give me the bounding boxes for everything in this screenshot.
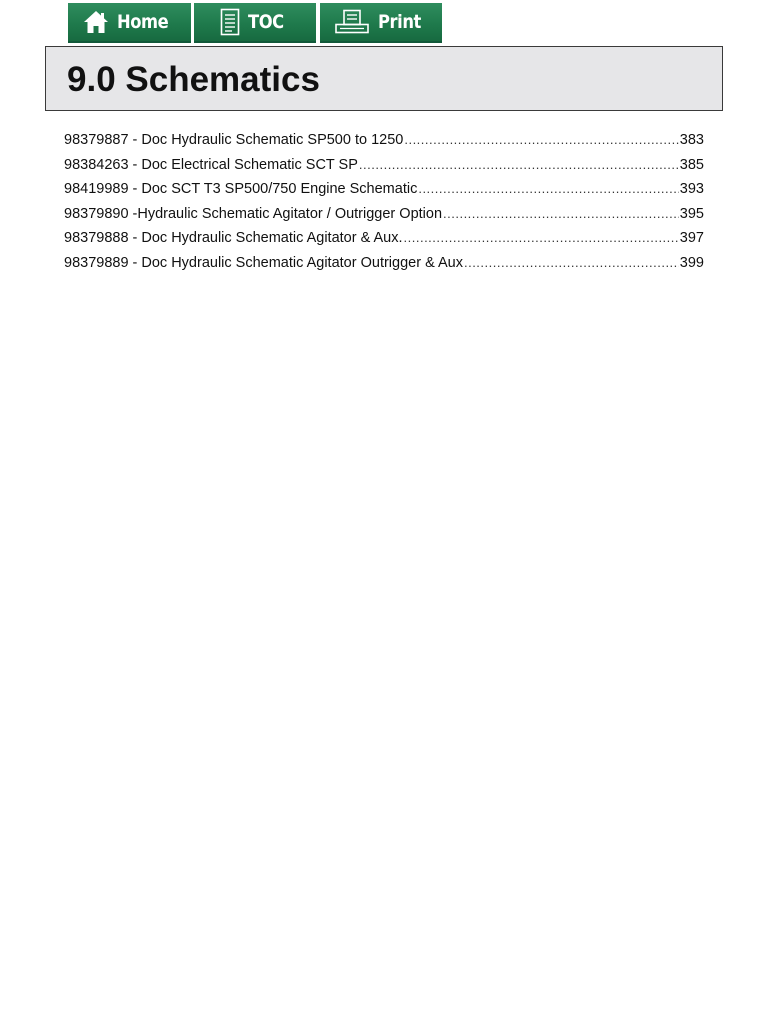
dot-leader	[359, 153, 679, 178]
toc-entry-page-number: 397	[679, 230, 704, 247]
toc-entry-page-number: 399	[679, 254, 704, 271]
toc-entry[interactable]	[64, 251, 704, 276]
toc-entry[interactable]	[64, 177, 704, 202]
home-icon	[83, 10, 109, 34]
dot-leader	[404, 226, 679, 251]
toc-entry-title: 98384263 - Doc Electrical Schematic SCT SP	[64, 156, 358, 173]
toc-entry-page-number: 393	[679, 181, 704, 198]
toc-entry-title: 98379888 - Doc Hydraulic Schematic Agitator & Aux.	[64, 230, 403, 247]
page-title: 9.0 Schematics	[67, 60, 320, 99]
print-button-label: Print	[378, 11, 421, 33]
dot-leader	[464, 251, 679, 276]
toc-entry-title: 98379889 - Doc Hydraulic Schematic Agitator Outrigger & Aux	[64, 254, 463, 271]
dot-leader	[404, 128, 678, 153]
toc-entry[interactable]	[64, 226, 704, 251]
toc-entry-title: 98419989 - Doc SCT T3 SP500/750 Engine Schematic	[64, 181, 418, 198]
toc-entry-page-number: 383	[679, 132, 704, 148]
toc-entry[interactable]	[64, 128, 704, 153]
table-of-contents	[64, 128, 704, 276]
document-icon	[220, 8, 240, 36]
toc-entry-page-number: 385	[679, 156, 704, 173]
toc-entry-title: 98379887 - Doc Hydraulic Schematic SP500 to 1250	[64, 132, 404, 148]
toc-button-label: TOC	[248, 11, 284, 33]
section-header	[45, 46, 723, 111]
home-button-label: Home	[116, 11, 168, 33]
dot-leader	[443, 202, 679, 227]
toc-entry[interactable]	[64, 153, 704, 178]
printer-icon	[334, 9, 370, 35]
home-button[interactable]	[68, 3, 191, 43]
toc-entry-title: 98379890 -Hydraulic Schematic Agitator / Outrigger Option	[64, 205, 443, 222]
print-button[interactable]	[320, 3, 442, 43]
toc-button[interactable]	[194, 3, 316, 43]
toc-entry-page-number: 395	[679, 205, 704, 222]
dot-leader	[418, 177, 678, 202]
toc-entry[interactable]	[64, 202, 704, 227]
